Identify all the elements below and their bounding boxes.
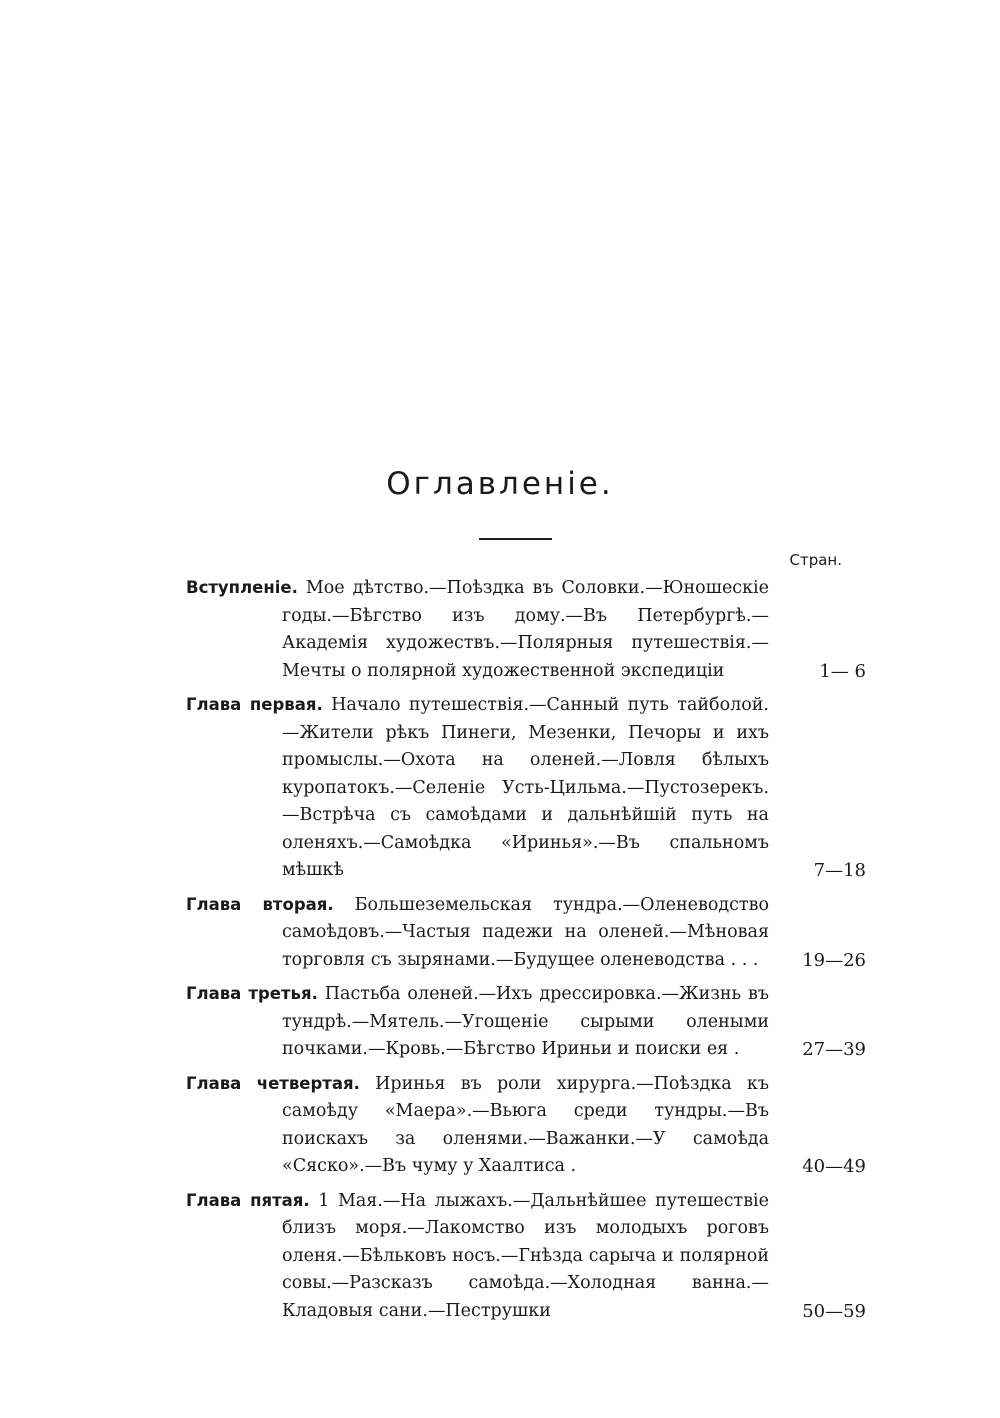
table-of-contents — [186, 574, 866, 1331]
toc-entry-heading: Глава третья. — [186, 984, 318, 1003]
toc-entry-pages: 7—18 — [813, 860, 866, 881]
toc-entry-pages: 19—26 — [802, 949, 866, 971]
toc-entry-text — [186, 574, 769, 685]
toc-entry-description: Пастьба оленей.—Ихъ дрессировка.—Жизнь въ тундрѣ.—Мятель.—Угощеніе сырыми олеными почками.—Кровь.—Бѣгство Ириньи и поиски ея . — [282, 984, 769, 1059]
toc-entry-heading: Глава четвертая. — [186, 1073, 360, 1093]
toc-entry-heading: Глава вторая. — [186, 894, 334, 914]
toc-entry-chapter-2 — [186, 891, 866, 975]
toc-entry-chapter-3 — [186, 980, 866, 1064]
toc-entry-heading: Вступленіе. — [186, 578, 298, 597]
toc-entry-chapter-5 — [186, 1187, 866, 1326]
toc-entry-text — [186, 891, 769, 975]
toc-entry-pages: 1— 6 — [819, 660, 866, 682]
title-divider — [479, 538, 552, 540]
pages-column-header: Стран. — [789, 551, 842, 569]
toc-entry-description: Мое дѣтство.—Поѣздка въ Соловки.—Юношескіе годы.—Бѣгство изъ дому.—Въ Петербургѣ.—Академія художествъ.—Полярныя путешествія.—Мечты о полярной художественной экспедиціи — [282, 578, 769, 681]
toc-entry-pages: 40—49 — [802, 1156, 866, 1177]
toc-entry-chapter-1 — [186, 691, 866, 885]
toc-entry-text — [186, 691, 769, 885]
toc-entry-pages: 50—59 — [802, 1300, 866, 1322]
toc-entry-text — [186, 1187, 769, 1326]
toc-entry-description: 1 Мая.—На лыжахъ.—Дальнѣйшее путешествіе близъ моря.—Лакомство изъ молодыхъ роговъ оленя.—Бѣльковъ носъ.—Гнѣзда сарыча и полярной совы.—Разсказъ самоѣда.—Холодная ванна.—Кладовыя сани.—Пеструшки — [282, 1190, 769, 1321]
toc-entry-description: Начало путешествія.—Санный путь тайболой.—Жители рѣкъ Пинеги, Мезенки, Печоры и ихъ промыслы.—Охота на оленей.—Ловля бѣлыхъ куропатокъ.—Селеніе Усть-Цильма.—Пустозерекъ.—Встрѣча съ самоѣдами и дальнѣйшій путь на оленяхъ.—Самоѣдка «Иринья».—Въ спальномъ мѣшкѣ — [282, 695, 769, 880]
toc-entry-text — [186, 1070, 769, 1181]
toc-entry-introduction — [186, 574, 866, 685]
page-title: Оглавленіе. — [386, 466, 614, 502]
toc-entry-pages: 27—39 — [802, 1039, 866, 1060]
toc-entry-description: Большеземельская тундра.—Оленеводство самоѣдовъ.—Частыя падежи на оленей.—Мѣновая торговля съ зырянами.—Будущее оленеводства . . . — [282, 894, 770, 970]
toc-entry-heading: Глава пятая. — [186, 1190, 310, 1210]
toc-entry-description: Иринья въ роли хирурга.—Поѣздка къ самоѣду «Маера».—Вьюга среди тундры.—Въ поискахъ за оленями.—Важанки.—У самоѣда «Сяско».—Въ чуму у Хаалтиса . — [282, 1073, 769, 1176]
toc-entry-chapter-4 — [186, 1070, 866, 1181]
toc-entry-heading: Глава первая. — [186, 695, 323, 714]
toc-entry-text — [186, 980, 769, 1064]
